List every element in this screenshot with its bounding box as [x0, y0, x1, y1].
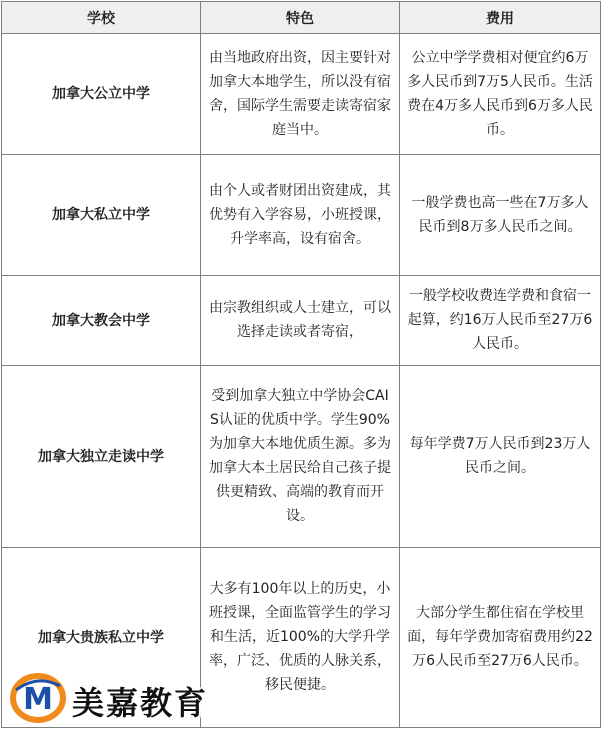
feature-text: 大多有100年以上的历史，小班授课，全面监管学生的学习和生活，近100%的大学升学率，广泛、优质的人脉关系，移民便捷。 [201, 548, 400, 728]
fee-text: 大部分学生都住宿在学校里面，每年学费加寄宿费用约22万6人民币至27万6人民币。 [400, 548, 601, 728]
table-row [2, 34, 601, 155]
school-comparison-table [1, 1, 601, 728]
school-name: 加拿大教会中学 [2, 276, 201, 366]
svg-text:M: M [23, 682, 53, 717]
fee-text: 一般学校收费连学费和食宿一起算，约16万人民币至27万6人民币。 [400, 276, 601, 366]
school-name: 加拿大独立走读中学 [2, 366, 201, 548]
meijia-watermark [10, 672, 215, 724]
header-feature: 特色 [201, 2, 400, 34]
fee-text: 公立中学学费相对便宜约6万多人民币到7万5人民币。生活费在4万多人民币到6万多人民币。 [400, 34, 601, 155]
fee-text: 每年学费7万人民币到23万人民币之间。 [400, 366, 601, 548]
header-school: 学校 [2, 2, 201, 34]
feature-text: 受到加拿大独立中学协会CAIS认证的优质中学。学生90%为加拿大本地优质生源。多为加拿大本土居民给自己孩子提供更精致、高端的教育而开设。 [201, 366, 400, 548]
feature-text: 由个人或者财团出资建成，其优势有入学容易，小班授课，升学率高，设有宿舍。 [201, 155, 400, 276]
table-row [2, 366, 601, 548]
header-row [2, 2, 601, 34]
feature-text: 由当地政府出资，因主要针对加拿大本地学生，所以没有宿舍，国际学生需要走读寄宿家庭当中。 [201, 34, 400, 155]
school-name: 加拿大私立中学 [2, 155, 201, 276]
meijia-logo-icon [10, 672, 66, 724]
feature-text: 由宗教组织或人士建立，可以选择走读或者寄宿， [201, 276, 400, 366]
watermark-text: 美嘉教育 [72, 684, 209, 722]
table-row [2, 155, 601, 276]
school-name: 加拿大贵族私立中学 [2, 548, 201, 728]
school-name: 加拿大公立中学 [2, 34, 201, 155]
table-row [2, 276, 601, 366]
header-fee: 费用 [400, 2, 601, 34]
fee-text: 一般学费也高一些在7万多人民币到8万多人民币之间。 [400, 155, 601, 276]
